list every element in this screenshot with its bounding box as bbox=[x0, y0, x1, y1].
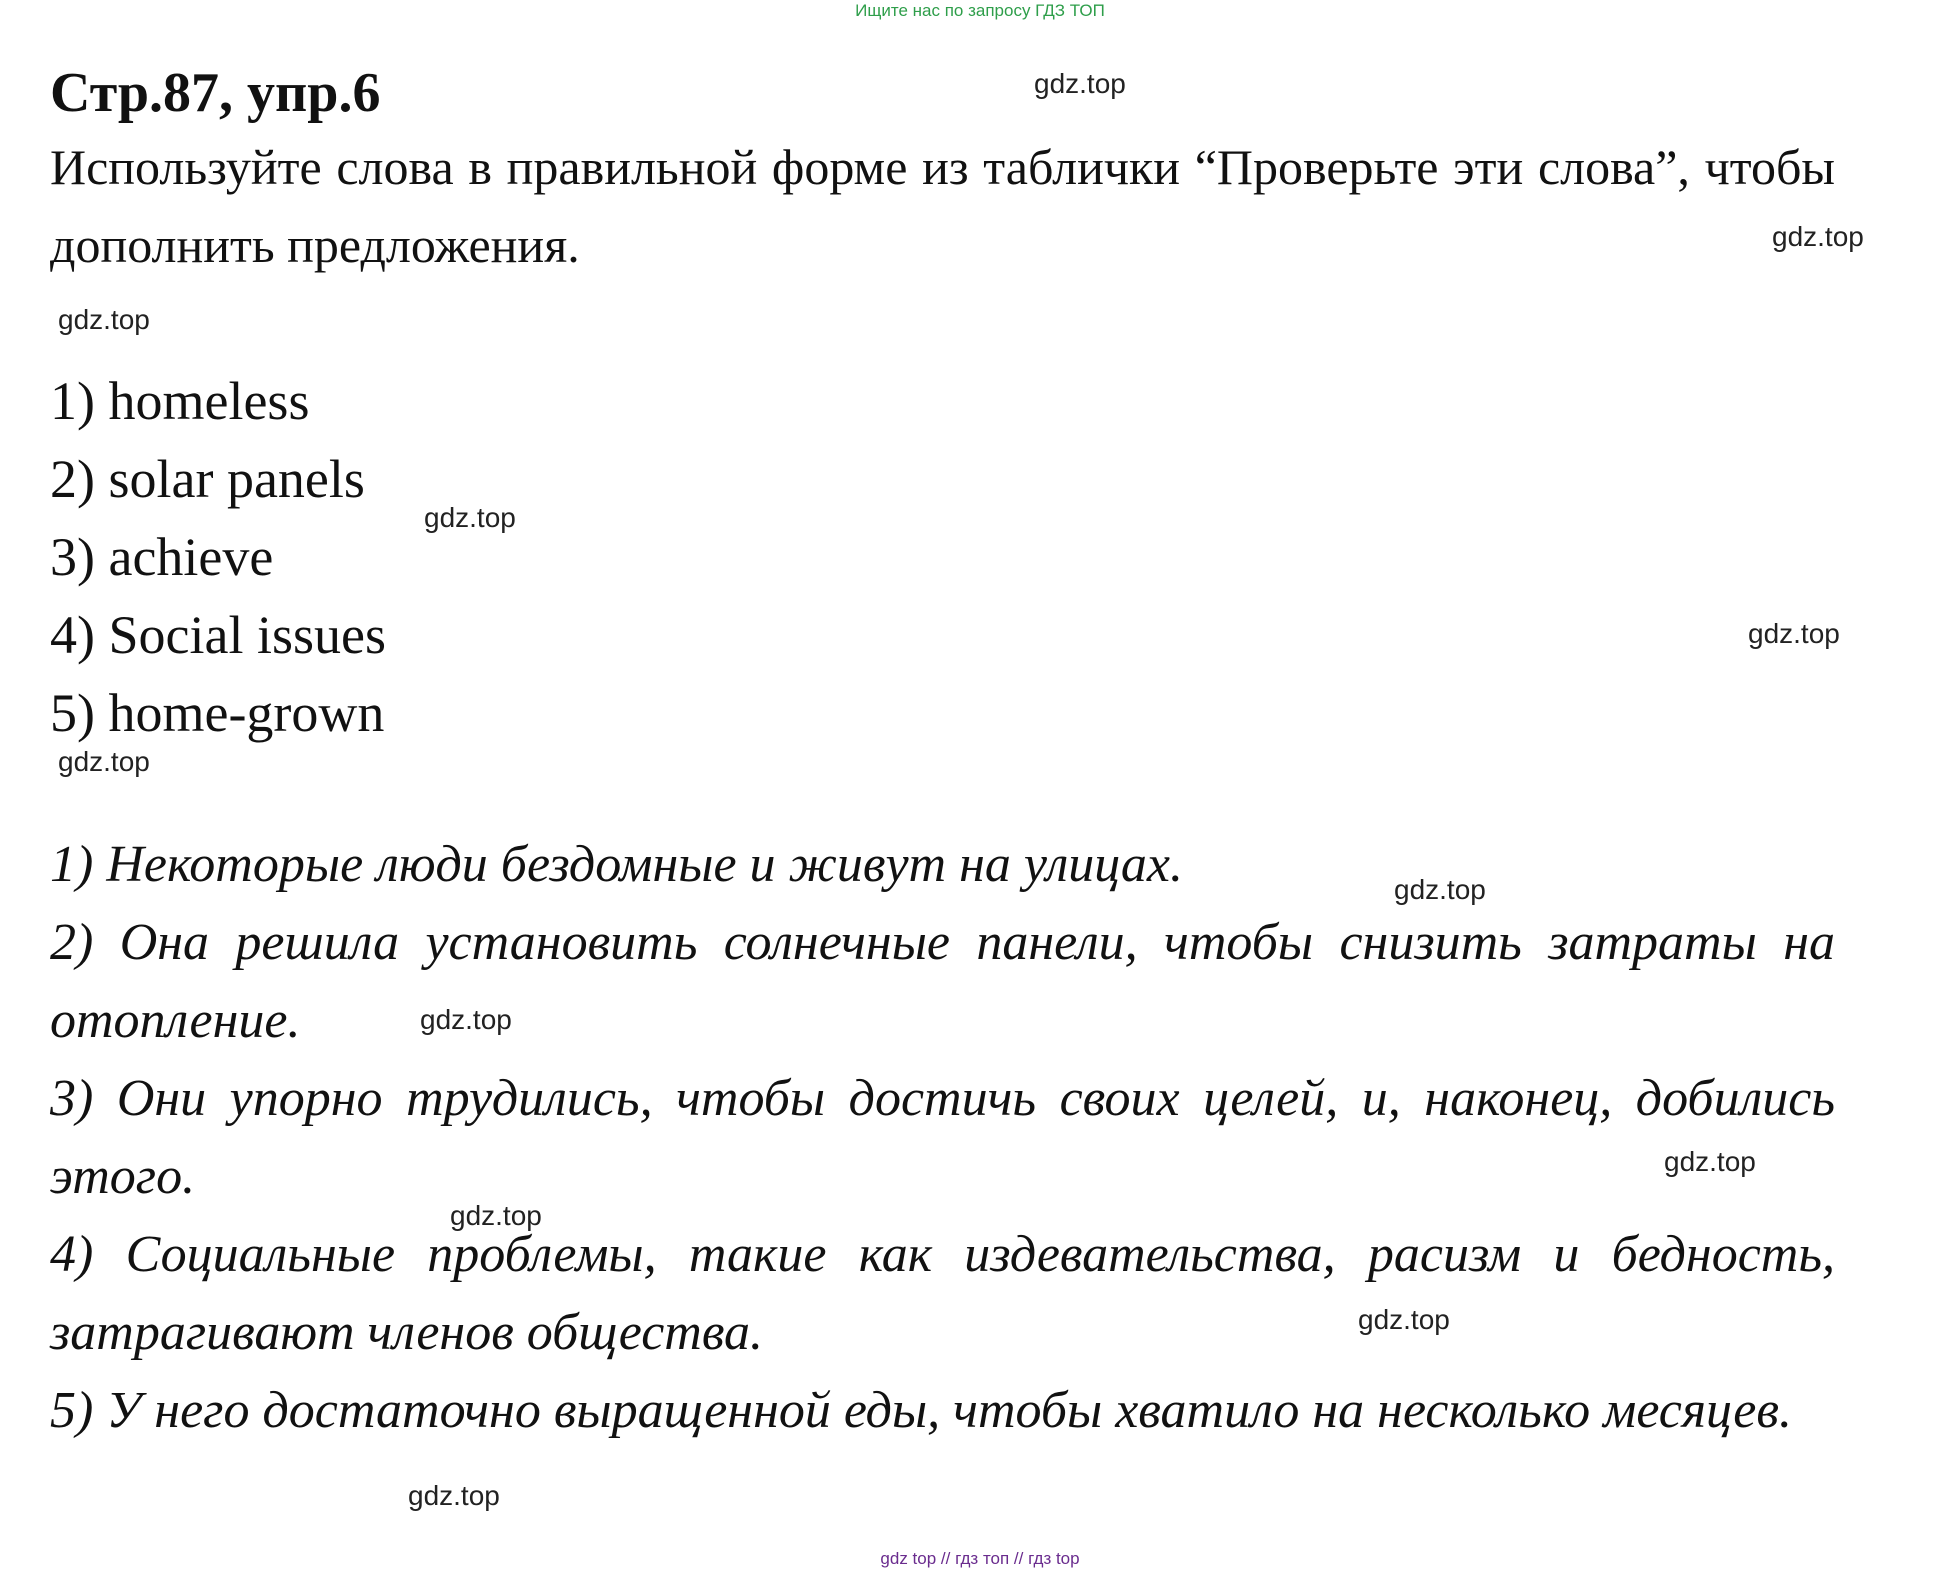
watermark: gdz.top bbox=[58, 746, 150, 777]
watermark: gdz.top bbox=[1358, 1304, 1450, 1335]
translation-list bbox=[50, 826, 1835, 1450]
answer-item: 1) homeless bbox=[50, 371, 310, 431]
watermark: gdz.top bbox=[1772, 221, 1864, 252]
watermark: gdz.top bbox=[408, 1480, 500, 1511]
watermark: gdz.top bbox=[424, 502, 516, 533]
answer-item: 5) home-grown bbox=[50, 683, 385, 743]
watermark: gdz.top bbox=[1748, 618, 1840, 649]
watermark: gdz.top bbox=[1664, 1146, 1756, 1177]
translation-item: 2) Она решила установить солнечные панели, чтобы снизить затраты на отопление. bbox=[50, 914, 1835, 1049]
translation-item: 1) Некоторые люди бездомные и живут на улицах. bbox=[50, 836, 1183, 893]
translation-item: 5) У него достаточно выращенной еды, чтобы хватило на несколько месяцев. bbox=[50, 1382, 1792, 1439]
watermark: gdz.top bbox=[58, 304, 150, 335]
translation-item: 3) Они упорно трудились, чтобы достичь своих целей, и, наконец, добились этого. bbox=[50, 1070, 1835, 1205]
watermark: gdz.top bbox=[450, 1200, 542, 1231]
answer-item: 3) achieve bbox=[50, 527, 274, 587]
watermark: gdz.top bbox=[420, 1004, 512, 1035]
watermark: gdz.top bbox=[1034, 68, 1126, 99]
answer-item: 2) solar panels bbox=[50, 449, 365, 509]
top-banner: Ищите нас по запросу ГДЗ ТОП bbox=[855, 1, 1105, 20]
watermark: gdz.top bbox=[1394, 874, 1486, 905]
exercise-instruction: Используйте слова в правильной форме из таблички “Проверьте эти слова”, чтобы дополнить предложения. bbox=[50, 139, 1835, 273]
footer-links: gdz top // гдз топ // гдз top bbox=[880, 1549, 1080, 1568]
answer-list bbox=[50, 362, 386, 752]
answer-item: 4) Social issues bbox=[50, 605, 386, 665]
page-title: Стр.87, упр.6 bbox=[50, 62, 381, 124]
translation-item: 4) Социальные проблемы, такие как издевательства, расизм и бедность, затрагивают членов общества. bbox=[50, 1226, 1835, 1361]
